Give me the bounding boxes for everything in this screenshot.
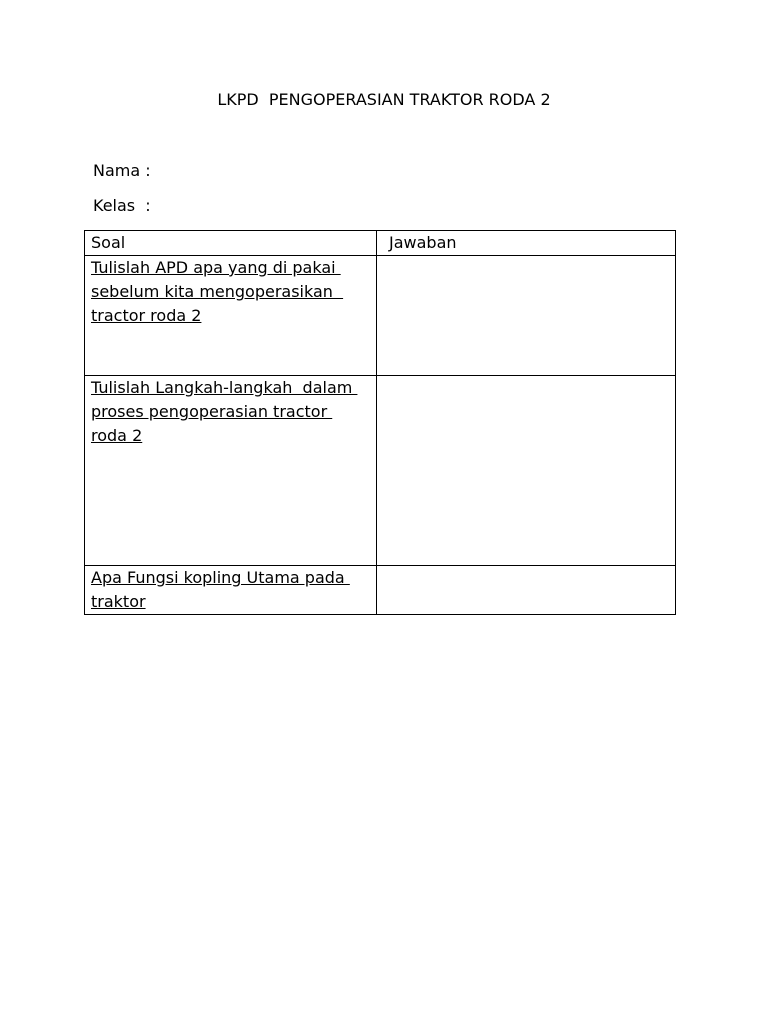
table-header-row xyxy=(85,231,676,256)
question-cell xyxy=(85,256,377,376)
header-soal: Soal xyxy=(85,231,377,256)
page-title: LKPD PENGOPERASIAN TRAKTOR RODA 2 xyxy=(217,90,551,109)
question-line: tractor roda 2 xyxy=(91,306,202,325)
question-line: Apa Fungsi kopling Utama pada xyxy=(91,568,350,587)
question-line: proses pengoperasian tractor xyxy=(91,402,333,421)
worksheet-table xyxy=(84,230,676,615)
question-cell xyxy=(85,566,377,615)
question-line: roda 2 xyxy=(91,426,143,445)
kelas-field-label: Kelas : xyxy=(93,196,151,215)
table-row xyxy=(85,376,676,566)
question-line: Tulislah Langkah-langkah dalam xyxy=(91,378,358,397)
answer-cell[interactable] xyxy=(377,376,676,566)
header-jawaban: Jawaban xyxy=(377,231,676,256)
question-cell xyxy=(85,376,377,566)
table-row xyxy=(85,566,676,615)
answer-cell[interactable] xyxy=(377,256,676,376)
question-line: sebelum kita mengoperasikan xyxy=(91,282,344,301)
table-row xyxy=(85,256,676,376)
question-line: traktor xyxy=(91,592,146,611)
question-line: Tulislah APD apa yang di pakai xyxy=(91,258,341,277)
answer-cell[interactable] xyxy=(377,566,676,615)
nama-field-label: Nama : xyxy=(93,161,151,180)
